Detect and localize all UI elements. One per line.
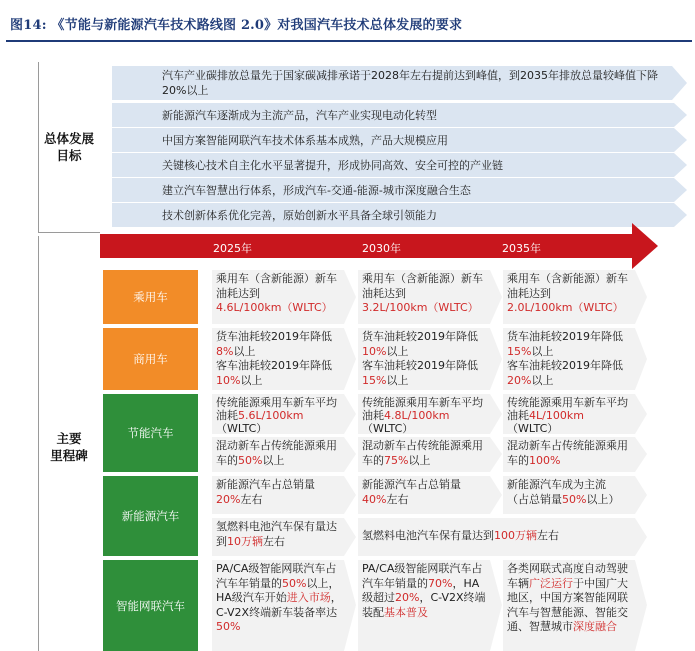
cell-text: （WLTC） xyxy=(507,422,559,435)
milestones-section-label xyxy=(38,430,100,464)
cell-text: 客车油耗较2019年降低 xyxy=(507,359,623,372)
cell-text: 氢燃料电池汽车保有量达到 xyxy=(362,529,494,542)
cell-text: ，HA级超过 xyxy=(362,576,480,604)
highlight-value: 50% xyxy=(216,620,241,633)
highlight-value: 10万辆 xyxy=(227,534,263,548)
highlight-value: 基本普及 xyxy=(384,605,428,619)
cell-es-fuel-2025 xyxy=(212,394,356,434)
cell-nev-hydrogen-2025 xyxy=(212,518,356,556)
cell-text: 以上 xyxy=(240,373,263,387)
highlight-value: 75% xyxy=(384,453,409,467)
cell-text: 乘用车（含新能源）新车油耗达到 xyxy=(507,272,628,300)
cell-text: 以上 xyxy=(408,453,431,467)
highlight-value: 100万辆 xyxy=(494,529,537,542)
cell-commercial-2030 xyxy=(358,328,502,390)
highlight-value: 50% xyxy=(562,492,587,506)
cell-es-hybrid-2030 xyxy=(358,437,502,472)
highlight-value: 3.2L/100km（WLTC） xyxy=(362,301,479,314)
cell-text: 左右 xyxy=(240,492,263,506)
cell-commercial-2035 xyxy=(503,328,647,390)
goal-text: 建立汽车智慧出行体系，形成汽车-交通-能源-城市深度融合生态 xyxy=(162,183,471,197)
cell-text: 货车油耗较2019年降低 xyxy=(216,330,332,343)
cell-text: 各类网联式高度自动驾驶车辆 xyxy=(507,562,628,590)
cell-text: 货车油耗较2019年降低 xyxy=(507,330,623,343)
goal-text: 技术创新体系优化完善，原始创新水平具备全球引领能力 xyxy=(162,208,437,222)
cell-text: 以上） xyxy=(586,492,620,506)
timeline-arrow xyxy=(100,223,658,269)
cell-text: 混动新车占传统能源乘用车的 xyxy=(507,439,628,467)
cell-es-hybrid-2025 xyxy=(212,437,356,472)
goal-text: 关键核心技术自主化水平显著提升，形成协同高效、安全可控的产业链 xyxy=(162,158,503,172)
category-commercial: 商用车 xyxy=(103,328,198,390)
highlight-value: 4.8L/100km xyxy=(384,409,450,422)
goal-text: 中国方案智能网联汽车技术体系基本成熟，产品大规模应用 xyxy=(162,133,448,147)
cell-text: 新能源汽车成为主流 xyxy=(507,478,606,491)
cell-text: 混动新车占传统能源乘用车的 xyxy=(216,439,337,467)
cell-passenger-2025 xyxy=(212,270,356,324)
year-2025-label: 2025年 xyxy=(213,242,252,255)
cell-es-fuel-2035 xyxy=(503,394,647,434)
cell-text: 以上 xyxy=(386,344,409,358)
cell-text: （WLTC） xyxy=(362,422,414,435)
milestones-label-line2: 里程碑 xyxy=(50,448,88,463)
cell-text: 客车油耗较2019年降低 xyxy=(362,359,478,372)
figure-title: 图14: 《节能与新能源汽车技术路线图 2.0》对我国汽车技术总体发展的要求 xyxy=(10,18,463,33)
cell-text: 左右 xyxy=(263,534,285,548)
highlight-value: 15% xyxy=(507,344,532,358)
cell-text: 乘用车（含新能源）新车油耗达到 xyxy=(362,272,483,300)
cell-nev-share-2035 xyxy=(503,476,647,514)
highlight-value: 20% xyxy=(216,492,241,506)
cell-icv-2035 xyxy=(503,560,647,651)
highlight-value: 4.6L/100km（WLTC） xyxy=(216,301,333,314)
cell-text: 传统能源乘用车新车平均油耗 xyxy=(507,396,628,422)
cell-icv-2025 xyxy=(212,560,356,651)
goals-label-line1: 总体发展 xyxy=(43,131,94,146)
cell-text: （WLTC） xyxy=(216,422,268,435)
cell-nev-hydrogen-2030-2035 xyxy=(358,518,647,556)
highlight-value: 50% xyxy=(238,453,263,467)
cell-commercial-2025 xyxy=(212,328,356,390)
highlight-value: 广泛运行 xyxy=(529,576,573,590)
year-2035-label: 2035年 xyxy=(502,242,541,255)
goal-bar xyxy=(112,128,687,152)
highlight-value: 40% xyxy=(362,492,387,506)
cell-text: 以上，HA级汽车开始 xyxy=(216,576,340,604)
cell-text: 乘用车（含新能源）新车油耗达到 xyxy=(216,272,337,300)
highlight-value: 8% xyxy=(216,344,234,358)
cell-text: 新能源汽车占总销量 xyxy=(362,478,461,491)
goal-bar xyxy=(112,153,687,177)
highlight-value: 20% xyxy=(395,591,420,604)
cell-text: 传统能源乘用车新车平均油耗 xyxy=(216,396,337,422)
cell-text: 以上 xyxy=(531,344,554,358)
cell-es-hybrid-2035 xyxy=(503,437,647,472)
cell-passenger-2035 xyxy=(503,270,647,324)
milestones-label-line1: 主要 xyxy=(56,431,82,446)
highlight-value: 50% xyxy=(282,576,307,590)
cell-text: 以上 xyxy=(262,453,285,467)
cell-nev-share-2025 xyxy=(212,476,356,514)
highlight-value: 深度融合 xyxy=(573,620,617,633)
cell-text: 以上 xyxy=(531,373,554,387)
highlight-value: 进入市场 xyxy=(286,591,331,604)
cell-icv-2030 xyxy=(358,560,502,651)
cell-text: 货车油耗较2019年降低 xyxy=(362,330,478,343)
cell-es-fuel-2030 xyxy=(358,394,502,434)
cell-text: ，C-V2X终端装配 xyxy=(362,591,486,619)
cell-text: ，C-V2X终端新车装备率达 xyxy=(216,591,342,619)
category-icv: 智能网联汽车 xyxy=(103,560,198,651)
category-energy-saving: 节能汽车 xyxy=(103,394,198,472)
cell-text: （占总销量 xyxy=(507,492,562,506)
category-passenger: 乘用车 xyxy=(103,270,198,324)
highlight-value: 4L/100km xyxy=(529,409,584,422)
cell-text: 左右 xyxy=(537,529,559,542)
highlight-value: 5.6L/100km xyxy=(238,409,304,422)
cell-text: 左右 xyxy=(386,492,409,506)
section-divider xyxy=(38,232,100,233)
year-2030-label: 2030年 xyxy=(362,242,401,255)
cell-text: 氢燃料电池汽车保有量达到 xyxy=(216,520,337,548)
goal-bar xyxy=(112,103,687,127)
cell-text: 混动新车占传统能源乘用车的 xyxy=(362,439,483,467)
cell-text: 传统能源乘用车新车平均油耗 xyxy=(362,396,483,422)
cell-text: 于中国广大地区，中国方案智能网联汽车与智慧能源、智能交通、智慧城市 xyxy=(507,576,628,633)
goal-bar xyxy=(112,66,687,100)
cell-text: 以上 xyxy=(386,373,409,387)
highlight-value: 2.0L/100km（WLTC） xyxy=(507,301,624,314)
highlight-value: 70% xyxy=(428,576,453,590)
goal-text: 新能源汽车逐渐成为主流产品，汽车产业实现电动化转型 xyxy=(162,108,437,122)
cell-text: PA/CA级智能网联汽车占汽车年销量的 xyxy=(362,562,483,590)
title-rule xyxy=(6,40,692,42)
highlight-value: 10% xyxy=(216,373,241,387)
cell-text: PA/CA级智能网联汽车占汽车年销量的 xyxy=(216,562,337,590)
highlight-value: 100% xyxy=(529,453,561,467)
highlight-value: 15% xyxy=(362,373,387,387)
goals-section-label xyxy=(38,130,100,164)
category-nev: 新能源汽车 xyxy=(103,476,198,556)
goals-label-line2: 目标 xyxy=(56,148,82,163)
goal-bar xyxy=(112,178,687,202)
cell-text: 客车油耗较2019年降低 xyxy=(216,359,332,372)
cell-nev-share-2030 xyxy=(358,476,502,514)
goal-text: 汽车产业碳排放总量先于国家碳减排承诺于2028年左右提前达到峰值，到2035年排放总量较峰值下降20%以上 xyxy=(162,69,658,97)
cell-text: 新能源汽车占总销量 xyxy=(216,478,315,491)
cell-text: 以上 xyxy=(233,344,256,358)
highlight-value: 10% xyxy=(362,344,387,358)
highlight-value: 20% xyxy=(507,373,532,387)
cell-passenger-2030 xyxy=(358,270,502,324)
